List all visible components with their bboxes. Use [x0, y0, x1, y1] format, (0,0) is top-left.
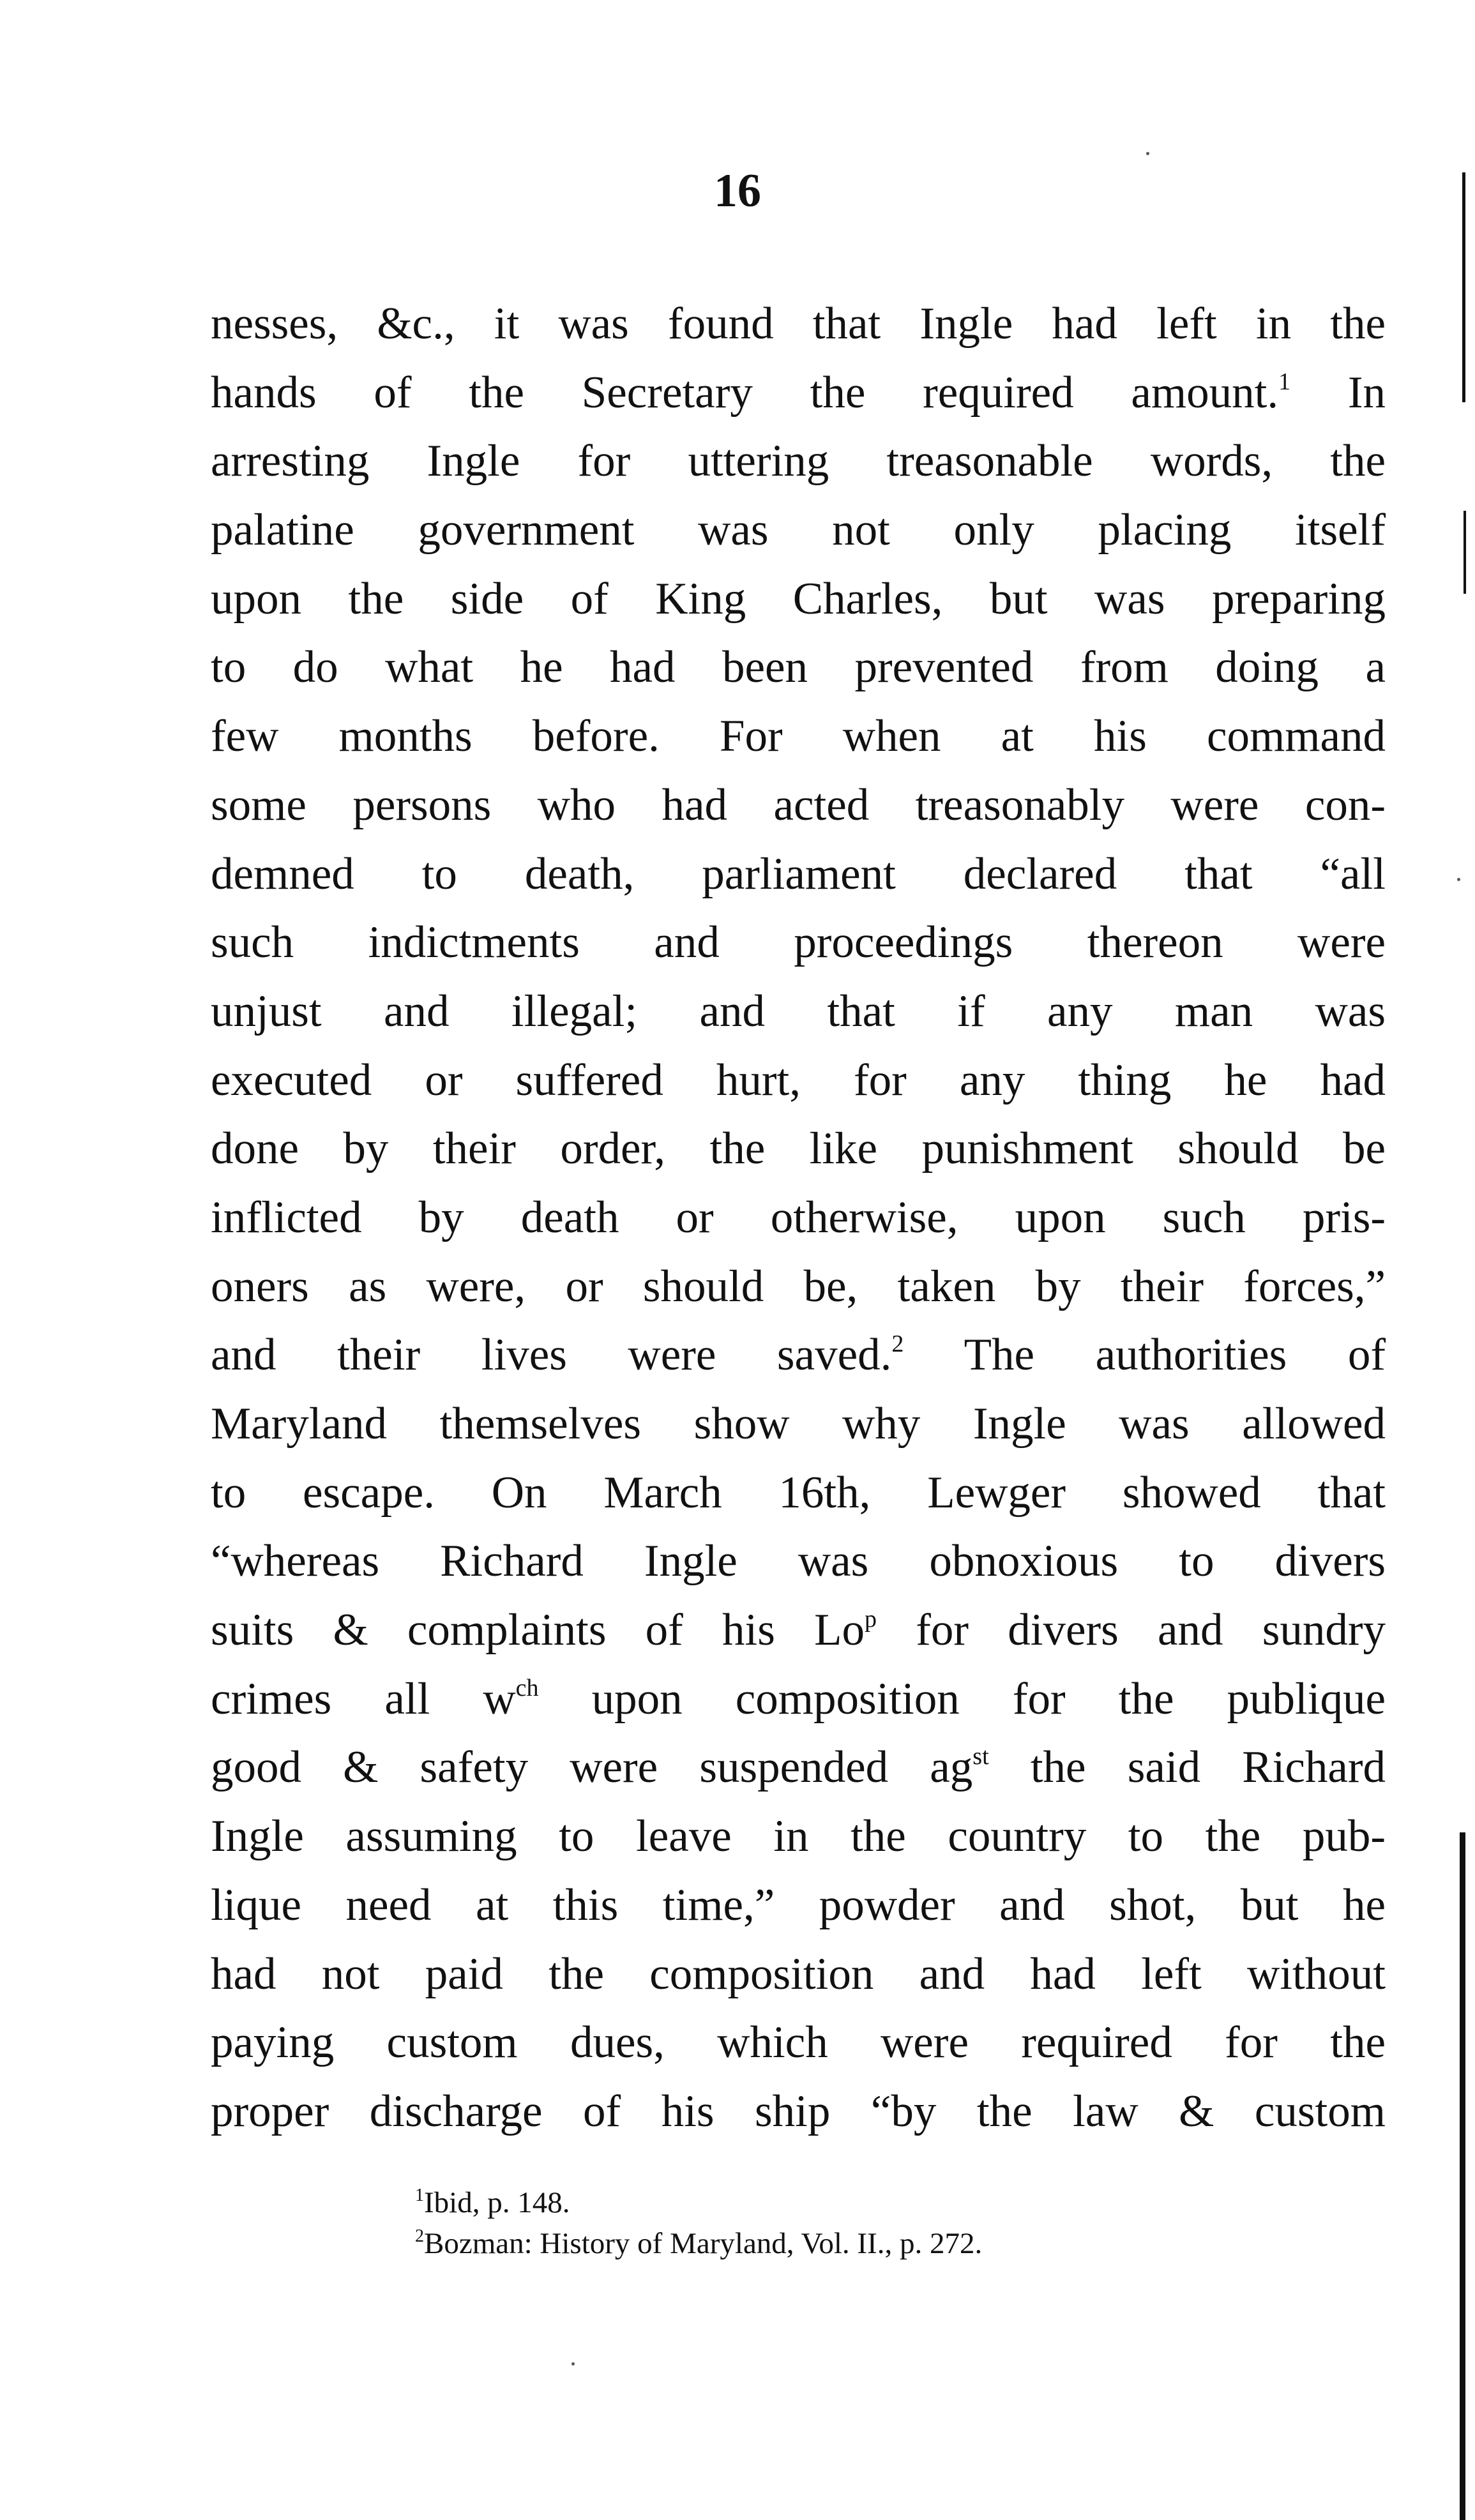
- text-line: executed or suffered hurt, for any thing he had: [211, 1055, 1386, 1105]
- footnote-ref: 1: [1278, 368, 1291, 395]
- text-line: Maryland themselves show why Ingle was allowed: [211, 1399, 1386, 1449]
- text-line: Ingle assuming to leave in the country to the pub-: [211, 1811, 1386, 1862]
- text-line: good & safety were suspended $ag^{st}$ the said Richard: [211, 1742, 1386, 1793]
- page-number: 16: [714, 165, 761, 217]
- text-line: to do what he had been prevented from doing a: [211, 642, 1386, 693]
- text-line: hands of the Secretary the required amount.$^1$ In: [211, 367, 1386, 418]
- text-line: arresting Ingle for uttering treasonable words, the: [211, 436, 1386, 487]
- scan-edge-mark: [1464, 511, 1466, 594]
- scan-speck: [571, 2362, 575, 2365]
- text-line: “whereas Richard Ingle was obnoxious to divers: [211, 1536, 1386, 1587]
- footnote-ref: 2: [891, 1331, 904, 1358]
- text-line: inflicted by death or otherwise, upon such pris-: [211, 1192, 1386, 1242]
- scan-speck: [1146, 152, 1149, 155]
- text-line: paying custom dues, which were required for the: [211, 2018, 1386, 2068]
- text-line: and their lives were saved.$^2$ The authorities of: [211, 1330, 1386, 1380]
- text-line: unjust and illegal; and that if any man was: [211, 986, 1386, 1036]
- footnote-marker: 2: [415, 2226, 424, 2246]
- text-line: done by their order, the like punishment should be: [211, 1124, 1386, 1174]
- text-line: to escape. On March 16th, Lewger showed that: [211, 1467, 1386, 1518]
- scan-edge-mark: [1460, 1832, 1465, 2520]
- superscript-abbrev: st: [972, 1743, 989, 1770]
- scan-edge-mark: [1462, 172, 1465, 402]
- superscript-abbrev: p: [865, 1606, 877, 1633]
- footnote-marker: 1: [415, 2185, 424, 2205]
- text-line: demned to death, parliament declared that “all: [211, 849, 1386, 899]
- text-line: had not paid the composition and had left without: [211, 1949, 1386, 1999]
- text-line: few months before. For when at his command: [211, 711, 1386, 762]
- footnotes: [415, 2182, 1373, 2264]
- scan-speck: [1457, 878, 1460, 881]
- text-line: some persons who had acted treasonably were con-: [211, 780, 1386, 830]
- body-text: [211, 290, 1386, 2147]
- text-line: nesses, &c., it was found that Ingle had left in the: [211, 299, 1386, 349]
- text-line: upon the side of King Charles, but was preparing: [211, 573, 1386, 624]
- text-line: lique need at this time,” powder and shot, but he: [211, 1880, 1386, 1930]
- text-line: crimes all $w^{ch}$ upon composition for the publique: [211, 1673, 1386, 1724]
- text-line: such indictments and proceedings thereon were: [211, 917, 1386, 968]
- superscript-abbrev: ch: [515, 1674, 539, 1701]
- footnote-2: $^2$Bozman: History of Maryland, Vol. II., p. 272.: [415, 2226, 983, 2260]
- text-line: proper discharge of his ship “by the law & custom: [211, 2086, 1386, 2136]
- text-line: oners as were, or should be, taken by their forces,”: [211, 1261, 1386, 1311]
- text-line: palatine government was not only placing itself: [211, 505, 1386, 555]
- text-line: suits & complaints of his Lo$^p$ for divers and sundry: [211, 1605, 1386, 1656]
- footnote-1: $^1$Ibid, p. 148.: [415, 2185, 570, 2219]
